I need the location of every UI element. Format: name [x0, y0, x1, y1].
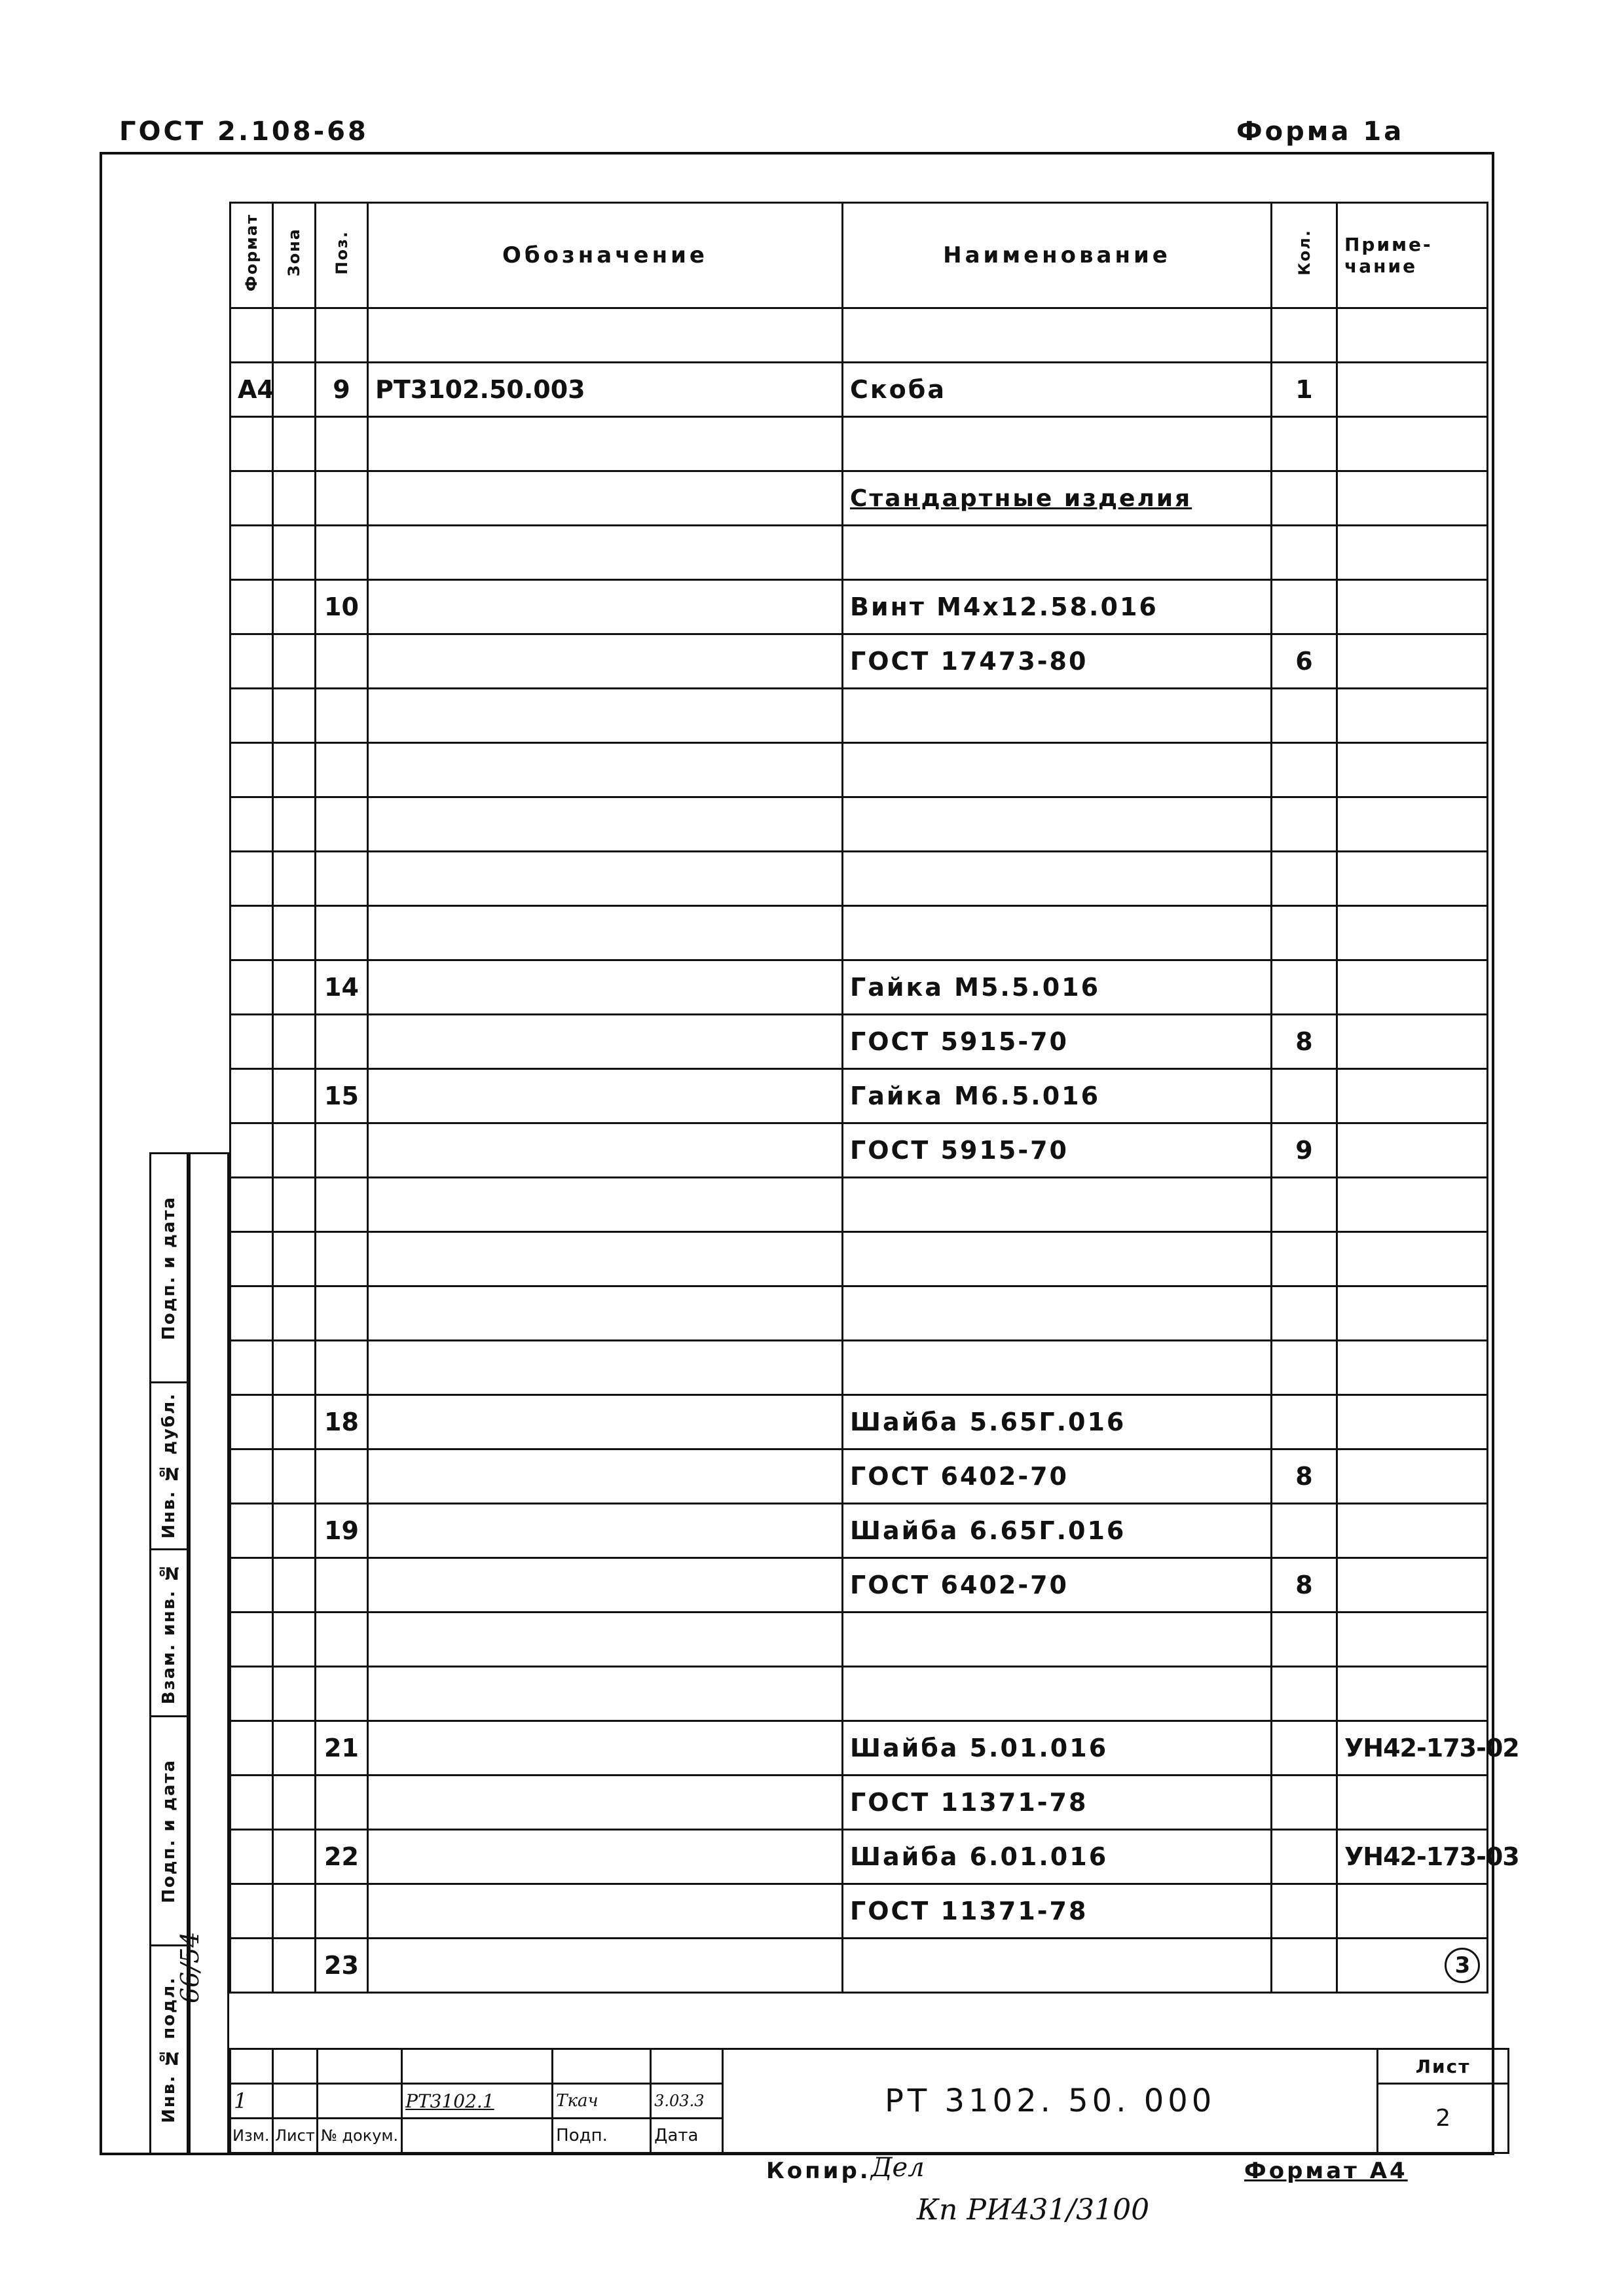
cell-pos	[316, 852, 368, 906]
cell-note	[1337, 1069, 1488, 1123]
cell-qty: 8	[1272, 1015, 1337, 1069]
cell-qty	[1272, 1395, 1337, 1449]
cell-format	[231, 1558, 273, 1613]
cell-name	[843, 1341, 1272, 1395]
cell-name: Шайба 5.65Г.016	[843, 1395, 1272, 1449]
title-block	[229, 2048, 1509, 2154]
cell-zone	[273, 1286, 316, 1341]
cell-note	[1337, 1939, 1488, 1993]
cell-qty	[1272, 1884, 1337, 1939]
cell-pos	[316, 308, 368, 363]
cell-note	[1337, 471, 1488, 526]
cell-designation	[368, 1884, 843, 1939]
cell-note	[1337, 363, 1488, 417]
cell-name	[843, 308, 1272, 363]
cell-qty	[1272, 1776, 1337, 1830]
cell-qty	[1272, 1830, 1337, 1884]
cell-note	[1337, 580, 1488, 634]
cell-zone	[273, 308, 316, 363]
cell-designation	[368, 1015, 843, 1069]
cell-pos: 18	[316, 1395, 368, 1449]
cell-zone	[273, 1939, 316, 1993]
cell-note: УН42-173-02	[1337, 1721, 1488, 1776]
cell-pos	[316, 1232, 368, 1286]
cell-note	[1337, 689, 1488, 743]
table-row	[231, 1178, 1488, 1232]
cell-note	[1337, 960, 1488, 1015]
cell-qty	[1272, 1232, 1337, 1286]
cell-designation	[368, 1504, 843, 1558]
tb-empty	[317, 2084, 401, 2119]
col-name-header: Наименование	[843, 203, 1272, 308]
cell-pos	[316, 743, 368, 797]
cell-designation	[368, 526, 843, 580]
tb-h-date: Дата	[651, 2119, 723, 2153]
cell-name	[843, 1613, 1272, 1667]
cell-designation	[368, 1069, 843, 1123]
cell-designation	[368, 960, 843, 1015]
cell-zone	[273, 1776, 316, 1830]
cell-note	[1337, 1232, 1488, 1286]
cell-qty	[1272, 1504, 1337, 1558]
table-row	[231, 1667, 1488, 1721]
table-row	[231, 1069, 1488, 1123]
cell-zone	[273, 1178, 316, 1232]
table-row	[231, 1286, 1488, 1341]
cell-name: Шайба 5.01.016	[843, 1721, 1272, 1776]
tb-h-doc: № докум.	[317, 2119, 401, 2153]
cell-format: А4	[231, 363, 273, 417]
sidebar-dup-inv: Инв. № дубл.	[149, 1381, 189, 1548]
cell-name	[843, 797, 1272, 852]
cell-designation	[368, 906, 843, 960]
cell-designation	[368, 1232, 843, 1286]
cell-pos	[316, 1613, 368, 1667]
cell-name: ГОСТ 6402-70	[843, 1558, 1272, 1613]
cell-pos	[316, 634, 368, 689]
cell-format	[231, 417, 273, 471]
cell-qty	[1272, 1341, 1337, 1395]
cell-zone	[273, 1232, 316, 1286]
handwritten-note: Кп РИ431/3100	[917, 2193, 1150, 2227]
tb-doc-num: РТ3102.1	[402, 2084, 553, 2119]
cell-name: Гайка М6.5.016	[843, 1069, 1272, 1123]
sidebar-sign-date-2: Подп. и дата	[149, 1715, 189, 1944]
table-row	[231, 689, 1488, 743]
cell-zone	[273, 634, 316, 689]
cell-designation	[368, 1449, 843, 1504]
copied-signature: Дел	[871, 2153, 925, 2183]
table-row	[231, 308, 1488, 363]
table-header-row	[231, 203, 1488, 308]
cell-format	[231, 1015, 273, 1069]
cell-designation	[368, 1830, 843, 1884]
cell-pos	[316, 1015, 368, 1069]
table-row	[231, 1123, 1488, 1178]
cell-note	[1337, 417, 1488, 471]
cell-name: ГОСТ 11371-78	[843, 1884, 1272, 1939]
cell-name	[843, 1667, 1272, 1721]
cell-name	[843, 1286, 1272, 1341]
table-row	[231, 1613, 1488, 1667]
cell-zone	[273, 1721, 316, 1776]
cell-designation	[368, 689, 843, 743]
cell-qty: 6	[1272, 634, 1337, 689]
cell-qty: 8	[1272, 1558, 1337, 1613]
cell-format	[231, 471, 273, 526]
table-row	[231, 1395, 1488, 1449]
table-row	[231, 1449, 1488, 1504]
cell-pos	[316, 906, 368, 960]
cell-zone	[273, 1123, 316, 1178]
cell-zone	[273, 1341, 316, 1395]
cell-note	[1337, 797, 1488, 852]
cell-designation	[368, 1341, 843, 1395]
cell-designation	[368, 308, 843, 363]
cell-name	[843, 417, 1272, 471]
cell-pos: 9	[316, 363, 368, 417]
cell-designation	[368, 797, 843, 852]
table-row	[231, 471, 1488, 526]
cell-note	[1337, 1884, 1488, 1939]
cell-zone	[273, 363, 316, 417]
cell-qty	[1272, 1721, 1337, 1776]
cell-qty	[1272, 1939, 1337, 1993]
cell-zone	[273, 906, 316, 960]
tb-empty	[402, 2119, 553, 2153]
cell-qty	[1272, 471, 1337, 526]
cell-pos	[316, 1178, 368, 1232]
cell-designation	[368, 1667, 843, 1721]
cell-note	[1337, 1776, 1488, 1830]
cell-qty	[1272, 1069, 1337, 1123]
cell-qty: 1	[1272, 363, 1337, 417]
cell-note	[1337, 906, 1488, 960]
cell-format	[231, 797, 273, 852]
cell-zone	[273, 689, 316, 743]
cell-name	[843, 1178, 1272, 1232]
cell-pos	[316, 1123, 368, 1178]
cell-format	[231, 906, 273, 960]
cell-name	[843, 1232, 1272, 1286]
table-row	[231, 743, 1488, 797]
table-row	[231, 417, 1488, 471]
table-row	[231, 852, 1488, 906]
cell-qty	[1272, 743, 1337, 797]
cell-note	[1337, 308, 1488, 363]
tb-empty	[231, 2049, 273, 2084]
cell-pos	[316, 1341, 368, 1395]
cell-designation	[368, 1558, 843, 1613]
cell-note: УН42-173-03	[1337, 1830, 1488, 1884]
format-label: Формат А4	[1244, 2158, 1408, 2184]
cell-format	[231, 1884, 273, 1939]
cell-format	[231, 689, 273, 743]
cell-designation	[368, 1613, 843, 1667]
tb-empty	[273, 2049, 318, 2084]
cell-zone	[273, 1449, 316, 1504]
table-row	[231, 526, 1488, 580]
tb-h-sign: Подп.	[553, 2119, 651, 2153]
tb-sheet-value: 2	[1378, 2084, 1509, 2153]
cell-name: Шайба 6.65Г.016	[843, 1504, 1272, 1558]
table-row	[231, 960, 1488, 1015]
cell-zone	[273, 1613, 316, 1667]
table-row	[231, 1830, 1488, 1884]
cell-pos: 22	[316, 1830, 368, 1884]
cell-format	[231, 852, 273, 906]
cell-format	[231, 1776, 273, 1830]
cell-format	[231, 308, 273, 363]
cell-pos	[316, 689, 368, 743]
cell-format	[231, 1178, 273, 1232]
cell-format	[231, 1123, 273, 1178]
cell-qty: 9	[1272, 1123, 1337, 1178]
cell-format	[231, 1667, 273, 1721]
cell-name: ГОСТ 6402-70	[843, 1449, 1272, 1504]
cell-designation	[368, 743, 843, 797]
cell-note	[1337, 1015, 1488, 1069]
cell-note	[1337, 634, 1488, 689]
cell-name	[843, 852, 1272, 906]
cell-note	[1337, 1504, 1488, 1558]
cell-zone	[273, 417, 316, 471]
cell-format	[231, 1449, 273, 1504]
col-note-header: Приме-чание	[1337, 203, 1488, 308]
cell-zone	[273, 1884, 316, 1939]
cell-pos	[316, 1776, 368, 1830]
tb-designation: РТ 3102. 50. 000	[723, 2049, 1378, 2153]
cell-pos	[316, 1449, 368, 1504]
cell-note	[1337, 1558, 1488, 1613]
cell-designation: РТ3102.50.003	[368, 363, 843, 417]
table-row	[231, 634, 1488, 689]
col-designation-header: Обозначение	[368, 203, 843, 308]
sidebar-orig-inv: Инв. № подл.	[149, 1944, 189, 2155]
cell-format	[231, 1939, 273, 1993]
cell-note	[1337, 1395, 1488, 1449]
cell-pos: 10	[316, 580, 368, 634]
tb-empty	[553, 2049, 651, 2084]
cell-note	[1337, 1667, 1488, 1721]
cell-zone	[273, 1395, 316, 1449]
cell-note	[1337, 852, 1488, 906]
cell-pos	[316, 1286, 368, 1341]
cell-qty	[1272, 960, 1337, 1015]
cell-name: Гайка М5.5.016	[843, 960, 1272, 1015]
cell-name: Стандартные изделия	[843, 471, 1272, 526]
cell-name: Скоба	[843, 363, 1272, 417]
cell-name: ГОСТ 17473-80	[843, 634, 1272, 689]
tb-empty	[273, 2084, 318, 2119]
orig-inv-value: 66/54	[175, 1931, 204, 2003]
cell-name	[843, 743, 1272, 797]
cell-format	[231, 1286, 273, 1341]
cell-format	[231, 1395, 273, 1449]
sidebar-sign-date-1: Подп. и дата	[149, 1152, 189, 1381]
cell-designation	[368, 634, 843, 689]
cell-qty	[1272, 906, 1337, 960]
cell-name: ГОСТ 11371-78	[843, 1776, 1272, 1830]
table-row	[231, 797, 1488, 852]
cell-qty	[1272, 1613, 1337, 1667]
cell-pos: 23	[316, 1939, 368, 1993]
cell-qty	[1272, 1178, 1337, 1232]
cell-zone	[273, 1015, 316, 1069]
specification-table	[229, 202, 1519, 1994]
cell-pos	[316, 471, 368, 526]
copied-label: Копир.	[766, 2158, 871, 2184]
cell-pos: 21	[316, 1721, 368, 1776]
cell-designation	[368, 1395, 843, 1449]
col-zone-header: Зона	[273, 203, 316, 308]
tb-sheet-label: Лист	[1378, 2049, 1509, 2084]
cell-designation	[368, 1123, 843, 1178]
cell-format	[231, 1504, 273, 1558]
cell-format	[231, 960, 273, 1015]
tb-h-rev: Изм.	[231, 2119, 273, 2153]
cell-format	[231, 1721, 273, 1776]
cell-format	[231, 1069, 273, 1123]
cell-note	[1337, 743, 1488, 797]
top-rule	[100, 152, 1494, 155]
col-pos-header: Поз.	[316, 203, 368, 308]
table-row	[231, 1721, 1488, 1776]
cell-format	[231, 1341, 273, 1395]
tb-empty	[317, 2049, 401, 2084]
cell-pos: 19	[316, 1504, 368, 1558]
cell-pos	[316, 1884, 368, 1939]
sheet-circle-mark: 3	[1445, 1948, 1480, 1983]
cell-note	[1337, 1178, 1488, 1232]
table-row	[231, 1504, 1488, 1558]
form-ref: Форма 1а	[1236, 117, 1405, 147]
cell-qty	[1272, 1667, 1337, 1721]
cell-designation	[368, 417, 843, 471]
col-format-header: Формат	[231, 203, 273, 308]
cell-format	[231, 1830, 273, 1884]
cell-zone	[273, 526, 316, 580]
cell-designation	[368, 1776, 843, 1830]
cell-name: ГОСТ 5915-70	[843, 1123, 1272, 1178]
table-row	[231, 1884, 1488, 1939]
cell-pos: 14	[316, 960, 368, 1015]
cell-pos	[316, 417, 368, 471]
cell-designation	[368, 1286, 843, 1341]
cell-name	[843, 906, 1272, 960]
cell-qty	[1272, 797, 1337, 852]
cell-designation	[368, 1721, 843, 1776]
cell-zone	[273, 743, 316, 797]
cell-zone	[273, 471, 316, 526]
cell-name: Шайба 6.01.016	[843, 1830, 1272, 1884]
cell-qty	[1272, 580, 1337, 634]
col-qty-header: Кол.	[1272, 203, 1337, 308]
cell-zone	[273, 1504, 316, 1558]
cell-designation	[368, 580, 843, 634]
cell-qty	[1272, 1286, 1337, 1341]
tb-signature: Ткач	[553, 2084, 651, 2119]
cell-name	[843, 526, 1272, 580]
cell-format	[231, 1613, 273, 1667]
sidebar-replace-inv: Взам. инв. №	[149, 1548, 189, 1715]
tb-empty	[402, 2049, 553, 2084]
tb-h-sheet: Лист	[273, 2119, 318, 2153]
cell-note	[1337, 1341, 1488, 1395]
cell-name: ГОСТ 5915-70	[843, 1015, 1272, 1069]
cell-qty: 8	[1272, 1449, 1337, 1504]
cell-pos	[316, 1558, 368, 1613]
table-row	[231, 363, 1488, 417]
cell-zone	[273, 797, 316, 852]
cell-designation	[368, 1939, 843, 1993]
cell-format	[231, 526, 273, 580]
table-row	[231, 1939, 1488, 1993]
table-row	[231, 906, 1488, 960]
cell-pos	[316, 1667, 368, 1721]
cell-qty	[1272, 852, 1337, 906]
cell-note	[1337, 1123, 1488, 1178]
cell-designation	[368, 471, 843, 526]
tb-rev: 1	[231, 2084, 273, 2119]
cell-format	[231, 580, 273, 634]
table-row	[231, 1341, 1488, 1395]
cell-pos	[316, 526, 368, 580]
cell-zone	[273, 852, 316, 906]
cell-name: Винт М4х12.58.016	[843, 580, 1272, 634]
cell-note	[1337, 526, 1488, 580]
table-row	[231, 1015, 1488, 1069]
cell-note	[1337, 1613, 1488, 1667]
cell-pos: 15	[316, 1069, 368, 1123]
sidebar-value-column	[189, 1152, 229, 2155]
cell-zone	[273, 1069, 316, 1123]
cell-format	[231, 1232, 273, 1286]
cell-format	[231, 743, 273, 797]
tb-date: 3.03.3	[651, 2084, 723, 2119]
cell-note	[1337, 1449, 1488, 1504]
left-rule	[100, 152, 102, 2155]
tb-empty	[651, 2049, 723, 2084]
cell-qty	[1272, 417, 1337, 471]
table-row	[231, 1776, 1488, 1830]
cell-zone	[273, 1830, 316, 1884]
table-row	[231, 1232, 1488, 1286]
cell-zone	[273, 1667, 316, 1721]
cell-qty	[1272, 689, 1337, 743]
cell-name	[843, 1939, 1272, 1993]
cell-pos	[316, 797, 368, 852]
cell-designation	[368, 852, 843, 906]
cell-zone	[273, 1558, 316, 1613]
cell-designation	[368, 1178, 843, 1232]
cell-qty	[1272, 308, 1337, 363]
table-row	[231, 1558, 1488, 1613]
cell-qty	[1272, 526, 1337, 580]
cell-zone	[273, 580, 316, 634]
cell-zone	[273, 960, 316, 1015]
standard-ref: ГОСТ 2.108-68	[119, 117, 369, 147]
cell-note	[1337, 1286, 1488, 1341]
table-row	[231, 580, 1488, 634]
cell-format	[231, 634, 273, 689]
cell-name	[843, 689, 1272, 743]
